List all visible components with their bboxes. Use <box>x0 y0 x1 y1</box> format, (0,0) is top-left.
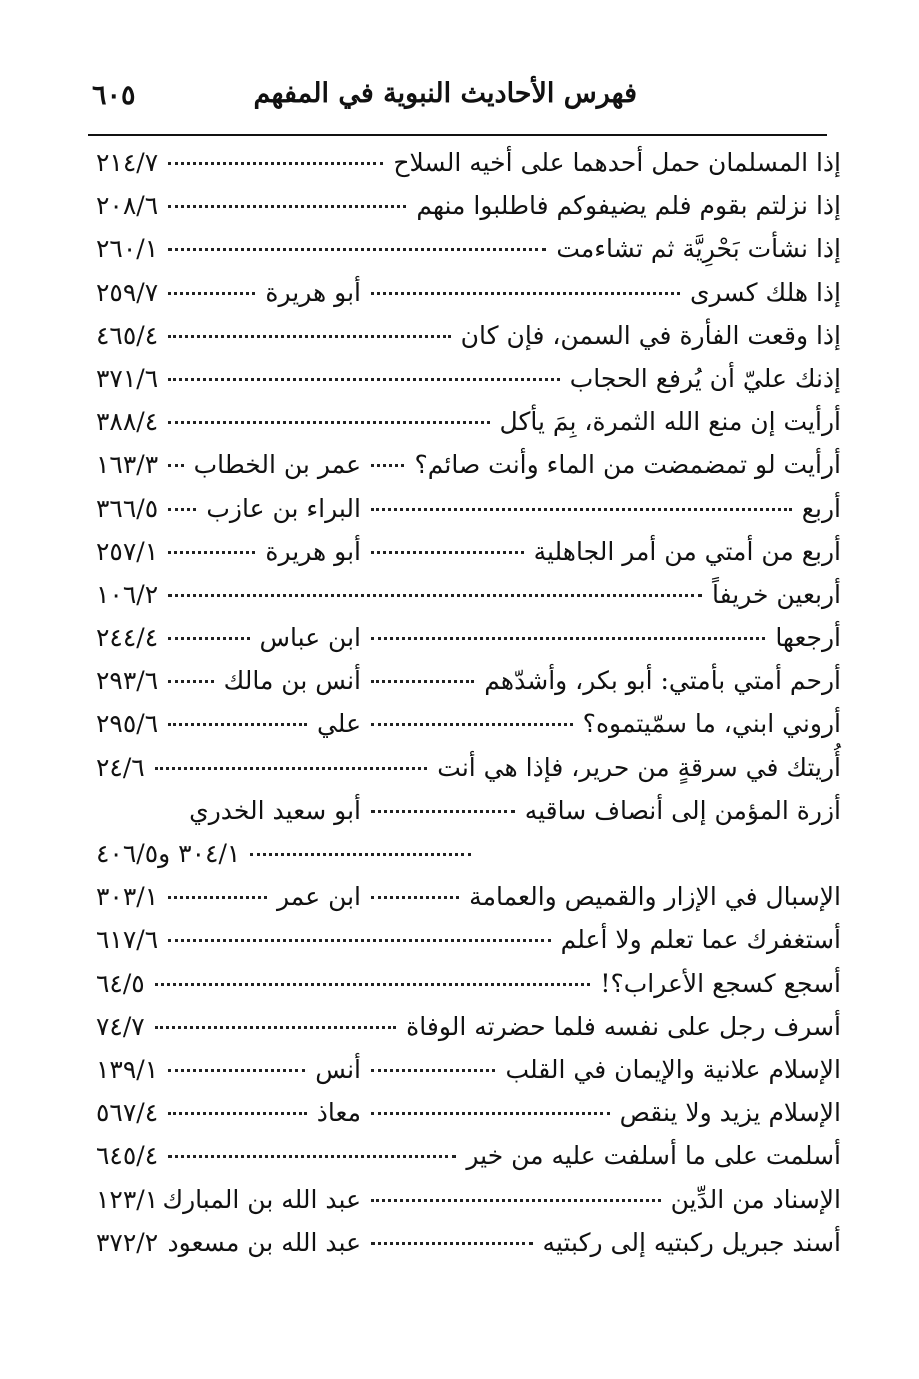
narrator-name: معاذ <box>316 1098 361 1128</box>
hadith-text: إذنك عليّ أن يُرفع الحجاب <box>569 363 841 393</box>
narrator-name: عبد الله بن مسعود <box>167 1227 361 1257</box>
volume-page-reference: ٢٥٧/١ <box>96 536 159 566</box>
hadith-text: أربع <box>801 493 841 523</box>
leader-dots <box>371 508 792 511</box>
volume-page-reference: ١٢٣/١ <box>96 1184 159 1214</box>
page-number: ٦٠٥ <box>92 80 136 111</box>
leader-dots <box>250 853 471 856</box>
index-entry <box>88 617 841 660</box>
narrator-name: أبو هريرة <box>265 277 361 307</box>
volume-page-reference: ٢٩٣/٦ <box>96 666 159 696</box>
hadith-text: أربعين خريفاً <box>711 579 841 609</box>
volume-page-reference: ٥٦٧/٤ <box>96 1098 159 1128</box>
leader-dots <box>168 162 383 165</box>
leader-dots <box>155 983 591 986</box>
hadith-text: إذا نزلتم بقوم فلم يضيفوكم فاطلبوا منهم <box>416 191 841 221</box>
volume-page-reference: ٢٠٨/٦ <box>96 191 159 221</box>
leader-dots <box>168 896 267 899</box>
leader-dots <box>168 292 255 295</box>
index-entry <box>88 272 841 315</box>
leader-dots <box>168 723 307 726</box>
narrator-name: أبو سعيد الخدري <box>189 795 361 825</box>
hadith-text: الإسلام علانية والإيمان في القلب <box>505 1054 841 1084</box>
leader-dots <box>168 421 489 424</box>
leader-dots <box>371 1199 661 1202</box>
hadith-text: أُريتك في سرقةٍ من حرير، فإذا هي أنت <box>437 752 841 782</box>
volume-page-reference: ٦٤٥/٤ <box>96 1141 159 1171</box>
leader-dots <box>371 723 573 726</box>
index-entry <box>88 919 841 962</box>
leader-dots <box>168 551 255 554</box>
volume-page-reference: ٣٧١/٦ <box>96 363 159 393</box>
index-entry <box>88 444 841 487</box>
index-entry <box>88 1135 841 1178</box>
index-entry <box>88 1222 841 1265</box>
leader-dots <box>168 1112 307 1115</box>
index-entry <box>88 315 841 358</box>
index-entry <box>88 1179 841 1222</box>
leader-dots <box>155 1026 396 1029</box>
volume-page-reference: ٣٠٤/١ و٤٠٦/٥ <box>96 839 241 868</box>
page-header <box>92 78 827 122</box>
leader-dots <box>168 205 406 208</box>
index-entry <box>88 401 841 444</box>
hadith-text: الإسناد من الدِّين <box>670 1184 841 1214</box>
volume-page-reference: ٢٤/٦ <box>96 752 145 782</box>
leader-dots <box>168 594 702 597</box>
header-divider <box>88 134 827 136</box>
leader-dots <box>168 248 546 251</box>
volume-page-reference: ٣٦٦/٥ <box>96 493 159 523</box>
leader-dots <box>371 1242 533 1245</box>
index-entry <box>88 1049 841 1092</box>
index-entry <box>88 876 841 919</box>
narrator-name: أبو هريرة <box>265 536 361 566</box>
index-entry <box>88 488 841 531</box>
leader-dots <box>371 810 515 813</box>
hadith-text: أزرة المؤمن إلى أنصاف ساقيه <box>524 795 841 825</box>
volume-page-reference: ١٣٩/١ <box>96 1054 159 1084</box>
narrator-name: ابن عباس <box>259 623 361 653</box>
hadith-text: أرأيت لو تمضمضت من الماء وأنت صائم؟ <box>414 450 841 480</box>
narrator-name: أنس <box>315 1054 361 1084</box>
leader-dots <box>168 1155 456 1158</box>
hadith-text: أسند جبريل ركبتيه إلى ركبتيه <box>542 1227 841 1257</box>
index-entry <box>88 1006 841 1049</box>
hadith-text: أروني ابني، ما سمّيتموه؟ <box>582 709 841 739</box>
leader-dots <box>371 1112 610 1115</box>
leader-dots <box>371 680 474 683</box>
leader-dots <box>371 551 524 554</box>
volume-page-reference: ٤٦٥/٤ <box>96 320 159 350</box>
leader-dots <box>168 1069 305 1072</box>
index-entry <box>88 574 841 617</box>
volume-page-reference: ١٠٦/٢ <box>96 579 159 609</box>
hadith-text: إذا وقعت الفأرة في السمن، فإن كان <box>460 320 841 350</box>
narrator-name: البراء بن عازب <box>206 493 361 523</box>
hadith-text: الإسبال في الإزار والقميص والعمامة <box>469 882 841 912</box>
index-entry <box>88 833 841 876</box>
narrator-name: عمر بن الخطاب <box>193 450 361 480</box>
index-entry <box>88 531 841 574</box>
narrator-name: علي <box>316 709 361 739</box>
narrator-name: عبد الله بن المبارك <box>162 1184 361 1214</box>
page-title: فهرس الأحاديث النبوية في المفهم <box>253 78 637 109</box>
leader-dots <box>371 464 404 467</box>
leader-dots <box>168 680 214 683</box>
index-entry <box>88 660 841 703</box>
leader-dots <box>168 378 560 381</box>
volume-page-reference: ٦٤/٥ <box>96 968 145 998</box>
leader-dots <box>371 292 680 295</box>
leader-dots <box>371 637 765 640</box>
hadith-text: أرأيت إن منع الله الثمرة، بِمَ يأكل <box>499 407 841 437</box>
volume-page-reference: ٢٥٩/٧ <box>96 277 159 307</box>
index-entry <box>88 747 841 790</box>
index-entry <box>88 185 841 228</box>
hadith-text: أسلمت على ما أسلفت عليه من خير <box>466 1141 841 1171</box>
leader-dots <box>155 767 428 770</box>
leader-dots <box>168 508 196 511</box>
leader-dots <box>168 939 551 942</box>
hadith-text: أرحم أمتي بأمتي: أبو بكر، وأشدّهم <box>484 666 841 696</box>
volume-page-reference: ٢١٤/٧ <box>96 148 159 177</box>
hadith-index-list <box>88 142 841 1265</box>
index-entry <box>88 142 841 185</box>
index-entry <box>88 790 841 833</box>
volume-page-reference: ١٦٣/٣ <box>96 450 159 480</box>
volume-page-reference: ٣٧٢/٢ <box>96 1227 159 1257</box>
leader-dots <box>168 637 249 640</box>
hadith-text: أربع من أمتي من أمر الجاهلية <box>533 536 841 566</box>
hadith-text: أستغفرك عما تعلم ولا أعلم <box>560 925 841 955</box>
volume-page-reference: ٣٨٨/٤ <box>96 407 159 437</box>
hadith-text: إذا المسلمان حمل أحدهما على أخيه السلاح <box>393 148 841 177</box>
index-entry <box>88 358 841 401</box>
volume-page-reference: ٧٤/٧ <box>96 1011 145 1041</box>
hadith-text: أسجع كسجع الأعراب؟! <box>600 968 841 998</box>
leader-dots <box>168 464 183 467</box>
index-entry <box>88 1092 841 1135</box>
hadith-text: الإسلام يزيد ولا ينقص <box>619 1098 841 1128</box>
hadith-text: إذا هلك كسرى <box>689 277 841 307</box>
hadith-text: إذا نشأت بَحْرِيَّة ثم تشاءمت <box>556 234 841 264</box>
volume-page-reference: ٢٤٤/٤ <box>96 623 159 653</box>
index-entry <box>88 963 841 1006</box>
narrator-name: أنس بن مالك <box>223 666 361 696</box>
narrator-name: ابن عمر <box>276 882 361 912</box>
hadith-text: أرجعها <box>775 623 841 653</box>
leader-dots <box>371 1069 495 1072</box>
leader-dots <box>168 335 451 338</box>
hadith-text: أسرف رجل على نفسه فلما حضرته الوفاة <box>406 1011 841 1041</box>
volume-page-reference: ٢٦٠/١ <box>96 234 159 264</box>
volume-page-reference: ٦١٧/٦ <box>96 925 159 955</box>
leader-dots <box>371 896 459 899</box>
volume-page-reference: ٢٩٥/٦ <box>96 709 159 739</box>
index-entry <box>88 703 841 746</box>
index-entry <box>88 228 841 271</box>
volume-page-reference: ٣٠٣/١ <box>96 882 159 912</box>
